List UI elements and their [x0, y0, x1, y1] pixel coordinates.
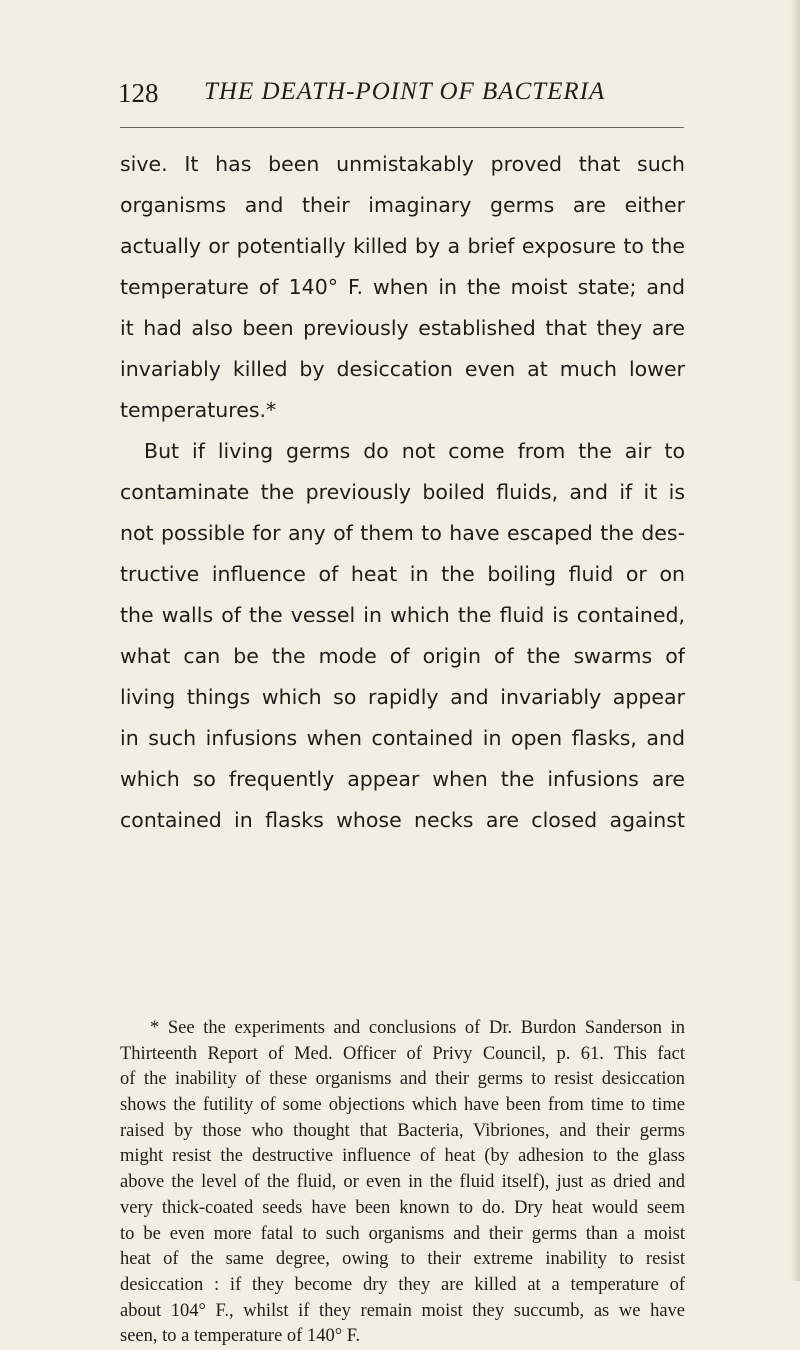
footnote-line: * See the experiments and conclusions of Dr. Burdon Sanderson in — [150, 1018, 685, 1038]
body-line: living things which so rapidly and invariably appear — [120, 685, 685, 709]
footnote-line: raised by those who thought that Bacteria, Vibriones, and their germs — [120, 1120, 685, 1141]
page-header — [118, 78, 718, 114]
page-number: 128 — [118, 78, 159, 108]
body-line: which so frequently appear when the infusions are — [120, 767, 685, 791]
footnote-line: Thirteenth Report of Med. Officer of Privy Council, p. 61. This fact — [120, 1043, 685, 1064]
footnote-line: of the inability of these organisms and their germs to resist desiccation — [120, 1069, 685, 1090]
footnote-line: to be even more fatal to such organisms and their germs than a moist — [120, 1223, 685, 1244]
footnote-line: about 104° F., whilst if they remain moist they succumb, as we have — [120, 1300, 685, 1321]
footnote-line: heat of the same degree, owing to their extreme inability to resist — [120, 1249, 685, 1270]
body-line: it had also been previously established that they are — [120, 316, 685, 340]
body-line: the walls of the vessel in which the fluid is contained, — [120, 603, 685, 627]
header-rule — [120, 127, 684, 128]
body-line: But if living germs do not come from the air to — [144, 439, 685, 463]
footnote-line: might resist the destructive influence of heat (by adhesion to the glass — [120, 1146, 685, 1167]
body-line: organisms and their imaginary germs are either — [120, 193, 685, 217]
body-line: temperatures.* — [120, 398, 277, 422]
footnote-line: very thick-coated seeds have been known to do. Dry heat would seem — [120, 1197, 685, 1218]
body-line: contaminate the previously boiled fluids, and if it is — [120, 480, 685, 504]
body-line: tructive influence of heat in the boiling fluid or on — [120, 562, 685, 586]
body-line: what can be the mode of origin of the swarms of — [120, 644, 685, 668]
body-text — [120, 144, 685, 841]
body-line: in such infusions when contained in open flasks, and — [120, 726, 685, 750]
body-line: not possible for any of them to have escaped the des- — [120, 521, 685, 545]
footnote-line: seen, to a temperature of 140° F. — [120, 1326, 361, 1347]
running-title: THE DEATH-POINT OF BACTERIA — [204, 78, 606, 105]
page-edge-shadow — [790, 0, 800, 1281]
body-line: sive. It has been unmistakably proved that such — [120, 152, 685, 176]
body-line: invariably killed by desiccation even at much lower — [120, 357, 685, 381]
body-line: actually or potentially killed by a brief exposure to the — [120, 234, 685, 258]
footnote-line: shows the futility of some objections which have been from time to time — [120, 1095, 685, 1116]
footnote-line: above the level of the fluid, or even in the fluid itself), just as dried and — [120, 1172, 685, 1193]
body-line: temperature of 140° F. when in the moist state; and — [120, 275, 685, 299]
body-line: contained in flasks whose necks are closed against — [120, 808, 685, 832]
footnote — [120, 1016, 685, 1350]
footnote-line: desiccation : if they become dry they are killed at a temperature of — [120, 1274, 685, 1295]
